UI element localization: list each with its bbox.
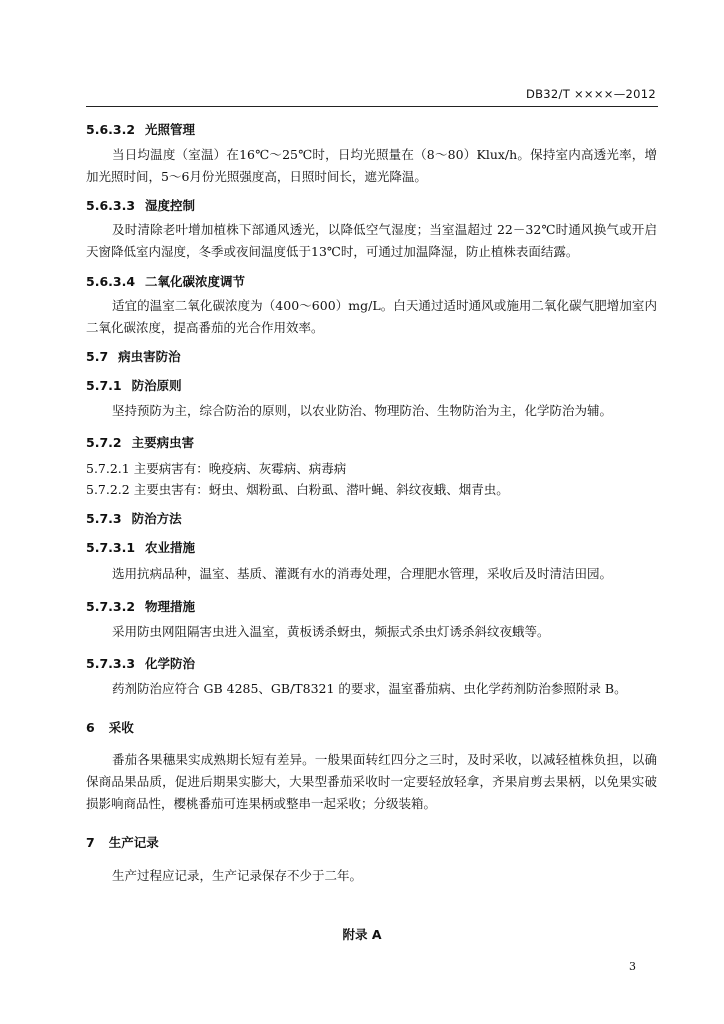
heading-number: 5.7.3.1 <box>86 540 136 555</box>
heading-number: 5.6.3.3 <box>86 198 136 213</box>
heading-title: 生产记录 <box>108 835 159 850</box>
heading-number: 5.6.3.2 <box>86 122 136 137</box>
paragraph-chemical: 药剂防治应符合 GB 4285、GB/T8321 的要求，温室番茄病、虫化学药剂防治参照附录 B。 <box>112 681 627 696</box>
heading-number: 5.7.3.3 <box>86 656 136 671</box>
heading-title: 病虫害防治 <box>118 349 181 364</box>
heading-5732 <box>86 597 195 615</box>
standard-code: DB32/T ××××—2012 <box>525 87 656 101</box>
paragraph-co2: 适宜的温室二氧化碳浓度为（400～600）mg/L。白天通过适时通风或施用二氧化碳气肥增加室内二氧化碳浓度，提高番茄的光合作用效率。 <box>86 298 657 335</box>
paragraph-records: 生产过程应记录，生产记录保存不少于二年。 <box>112 868 363 883</box>
paragraph-harvest: 番茄各果穗果实成熟期长短有差异。一般果面转红四分之三时，及时采收，以减轻植株负担，以确保商品果品质，促进后期果实膨大，大果型番茄采收时一定要轻放轻拿，齐果肩剪去果柄，以免果实破损影响商品性，樱桃番茄可连果柄或整串一起采收；分级装箱。 <box>86 752 657 811</box>
heading-number: 5.7.3 <box>86 511 122 526</box>
page-number: 3 <box>629 960 636 973</box>
heading-573 <box>86 509 182 527</box>
heading-title: 物理措施 <box>145 599 196 614</box>
paragraph-agricultural: 选用抗病品种，温室、基质、灌溉有水的消毒处理，合理肥水管理，采收后及时清洁田园。 <box>112 566 613 581</box>
heading-number: 7 <box>86 835 95 850</box>
heading-5632 <box>86 120 195 138</box>
heading-number: 5.7.3.2 <box>86 599 136 614</box>
heading-title: 采收 <box>108 720 134 735</box>
header-divider <box>86 106 658 107</box>
list-item-diseases: 5.7.2.1 主要病害有：晚疫病、灰霉病、病毒病 <box>86 461 347 476</box>
paragraph-humidity: 及时清除老叶增加植株下部通风透光，以降低空气湿度；当室温超过 22－32℃时通风换气或开启天窗降低室内湿度，冬季或夜间温度低于13℃时，可通过加温降湿，防止植株表面结露。 <box>86 222 657 259</box>
heading-number: 6 <box>86 720 95 735</box>
heading-number: 5.6.3.4 <box>86 274 136 289</box>
heading-title: 主要病虫害 <box>131 435 195 450</box>
paragraph-principle: 坚持预防为主，综合防治的原则，以农业防治、物理防治、生物防治为主，化学防治为辅。 <box>112 403 613 418</box>
heading-number: 5.7.2 <box>86 435 122 450</box>
heading-number: 5.7 <box>86 349 109 364</box>
heading-title: 化学防治 <box>145 656 196 671</box>
heading-5731 <box>86 538 195 556</box>
heading-7 <box>86 833 159 851</box>
list-item-pests: 5.7.2.2 主要虫害有：蚜虫、烟粉虱、白粉虱、潜叶蝇、斜纹夜蛾、烟青虫。 <box>86 482 509 497</box>
heading-572 <box>86 433 194 451</box>
heading-5733 <box>86 654 195 672</box>
heading-number: 5.7.1 <box>86 378 122 393</box>
heading-title: 湿度控制 <box>145 198 196 213</box>
heading-title: 防治原则 <box>131 378 182 393</box>
appendix-title: 附录 A <box>342 927 382 942</box>
paragraph-physical: 采用防虫网阻隔害虫进入温室，黄板诱杀蚜虫，频振式杀虫灯诱杀斜纹夜蛾等。 <box>112 624 550 639</box>
paragraph-light: 当日均温度（室温）在16℃～25℃时，日均光照量在（8～80）Klux/h。保持室内高透光率，增加光照时间，5～6月份光照强度高，日照时间长，遮光降温。 <box>86 147 657 184</box>
heading-title: 防治方法 <box>131 511 182 526</box>
heading-571 <box>86 376 182 394</box>
heading-5634 <box>86 272 245 290</box>
heading-title: 二氧化碳浓度调节 <box>145 274 246 289</box>
heading-57 <box>86 347 181 365</box>
heading-title: 光照管理 <box>145 122 196 137</box>
heading-title: 农业措施 <box>145 540 196 555</box>
heading-5633 <box>86 196 195 214</box>
heading-6 <box>86 718 134 736</box>
